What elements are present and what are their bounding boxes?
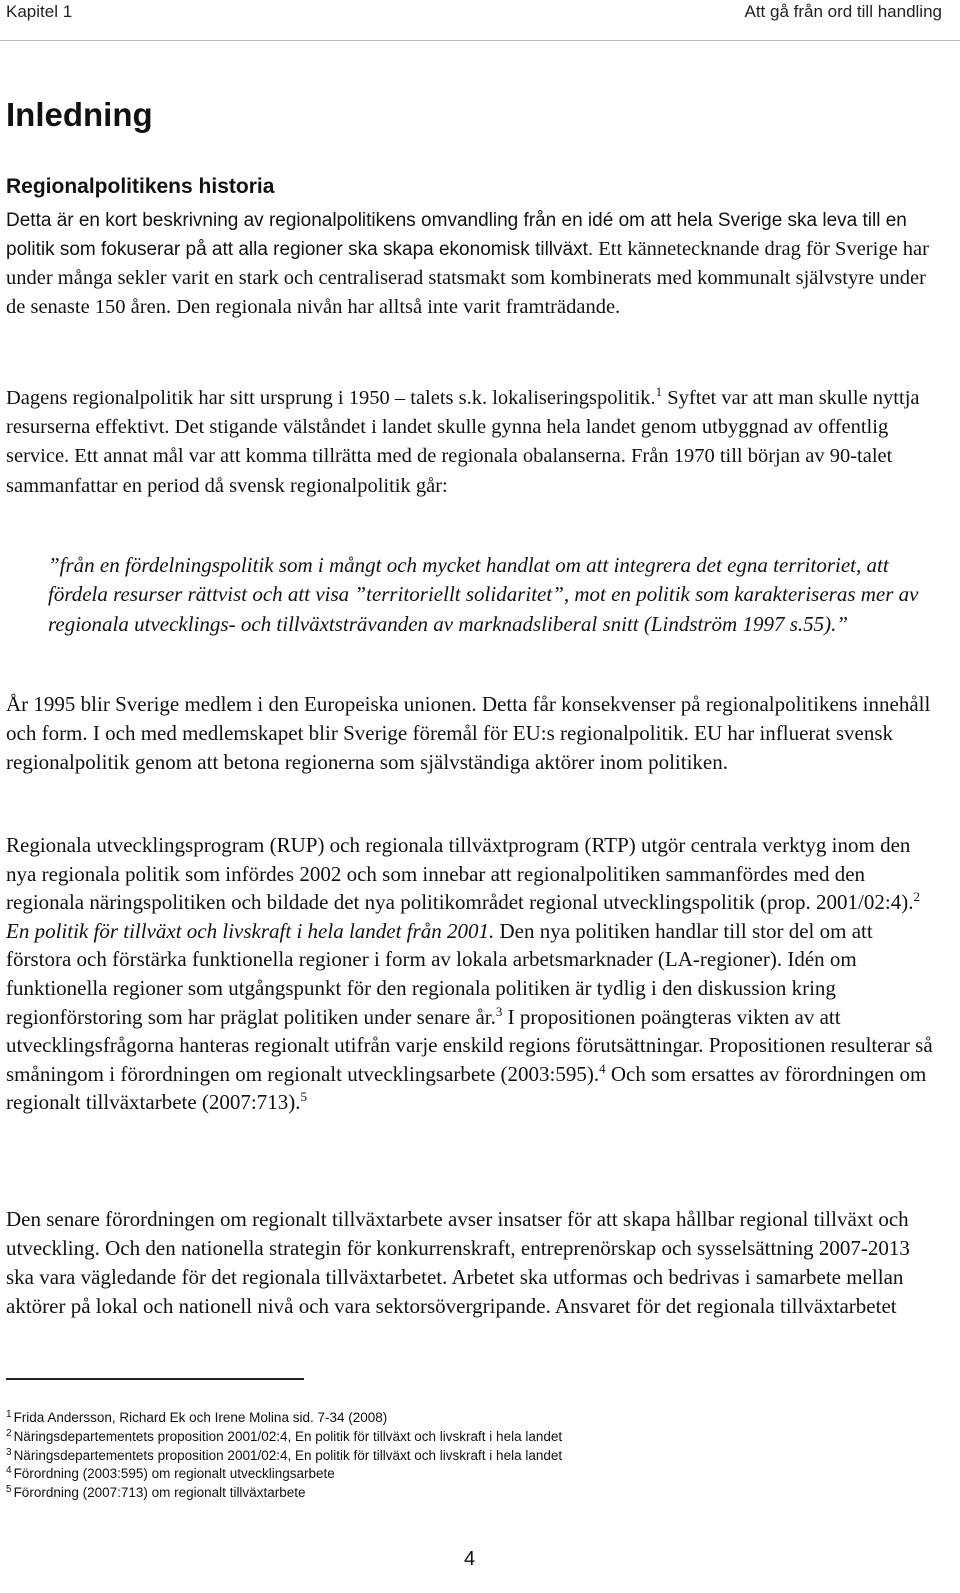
paragraph-origin-text-a: Dagens regionalpolitik har sitt ursprung i 1950 – talets s.k. lokaliseringspolitik.	[6, 387, 656, 409]
block-quote: ”från en fördelningspolitik som i mångt och mycket handlat om att integrera det egna territoriet, att fördela resurser rättvist och att visa ”territoriellt solidaritet”, mot en politik som karakteriseras mer av regionala utvecklings- och tillväxtsträvanden av marknadsliberal snitt (Lindström 1997 s.55).”	[48, 553, 919, 636]
footnote-ref-3[interactable]: 3	[495, 1003, 503, 1019]
footnote-number: 2	[6, 1427, 12, 1439]
footnote-text: Förordning (2007:713) om regionalt tillväxtarbete	[13, 1485, 306, 1501]
footnotes	[6, 1410, 936, 1504]
footnote-item	[6, 1429, 936, 1448]
paragraph-eu: År 1995 blir Sverige medlem i den Europeiska unionen. Detta får konsekvenser på regionalpolitikens innehåll och form. I och med medlemskapet blir Sverige föremål för EU:s regionalpolitik. EU har influerat svensk regionalpolitik genom att betona regionerna som självständiga aktörer inom politiken.	[6, 692, 931, 775]
paragraph-rup-text-a: Regionala utvecklingsprogram (RUP) och regionala tillväxtprogram (RTP) utgör centrala verktyg inom den nya regionala politik som infördes 2002 och som innebar att regionalpolitiken sammanfördes med den regionala näringspolitiken och bildade det nya politikområdet regional utvecklingspolitik (prop. 2001/02:4).	[6, 833, 914, 915]
footnote-text: Frida Andersson, Richard Ek och Irene Molina sid. 7-34 (2008)	[13, 1410, 388, 1425]
footnote-text: Förordning (2003:595) om regionalt utvecklingsarbete	[13, 1466, 335, 1482]
page-number: 4	[464, 1548, 476, 1570]
intro-serif-text: Ett kännetecknande drag för Sverige har under många sekler varit en stark och centraliserad statsmakt som kombinerats med kommunalt självstyre under de senaste 150 åren. Den regionala nivån har alltså inte varit framträdande.	[6, 238, 929, 318]
footnote-number: 3	[6, 1446, 12, 1458]
paragraph-rup-text-b: Den nya politiken handlar till stor del om att förstora och förstärka funktionella regioner i form av lokala arbetsmarknader (LA-regioner). Idén om funktionella regioner som utgångspunkt för den regionala politiken är tydlig i den diskussion kring regionförstoring som har präglat politiken under senare år.	[6, 918, 873, 1029]
footnote-ref-2[interactable]: 2	[913, 889, 920, 905]
paragraph-rup	[6, 831, 936, 1117]
paragraph-rup-text-d: Och som ersattes av förordningen om regionalt tillväxtarbete (2007:713).	[6, 1061, 927, 1115]
header-divider	[0, 40, 960, 41]
running-header-title: Att gå från ord till handling	[744, 2, 942, 21]
section-title: Regionalpolitikens historia	[6, 175, 275, 198]
footnote-number: 4	[6, 1465, 12, 1477]
footnote-item	[6, 1485, 936, 1504]
footnote-divider	[6, 1378, 304, 1380]
intro-paragraph	[6, 206, 936, 322]
paragraph-origin-text-b: Syftet var att man skulle nyttja resurserna effektivt. Det stigande välståndet i landet skulle gynna hela landet genom utbyggnad av offentlig service. Ett annat mål var att komma tillrätta med de regionala obalanserna. Från 1970 till början av 90-talet sammanfattar en period då svensk regionalpolitik går:	[6, 387, 920, 497]
footnote-ref-1[interactable]: 1	[655, 384, 663, 400]
paragraph-rup-italic-title: En politik för tillväxt och livskraft i hela landet från 2001.	[6, 918, 495, 943]
paragraph-ordinance: Den senare förordningen om regionalt tillväxtarbete avser insatser för att skapa hållbar regional tillväxt och utveckling. Och den nationella strategin för konkurrenskraft, entreprenörskap och sysselsättning 2007-2013 ska vara vägledande för det regionala tillväxtarbetet. Arbetet ska utformas och bedrivas i samarbete mellan aktörer på lokal och nationell nivå och vara sektorsövergripande. Ansvaret för det regionala tillväxtarbetet	[6, 1207, 910, 1318]
footnote-number: 5	[6, 1484, 12, 1496]
footnote-text: Näringsdepartementets proposition 2001/02:4, En politik för tillväxt och livskraft i hela landet	[13, 1428, 563, 1444]
intro-sans-text: Detta är en kort beskrivning av regionalpolitikens omvandling från en idé om att hela Sverige ska leva till en politik som fokuserar på att alla regioner ska skapa ekonomisk tillväxt.	[6, 210, 907, 260]
footnote-text: Näringsdepartementets proposition 2001/02:4, En politik för tillväxt och livskraft i hela landet	[13, 1447, 563, 1463]
footnote-item	[6, 1466, 936, 1485]
paragraph-origin	[6, 384, 936, 501]
footnote-ref-5[interactable]: 5	[300, 1089, 307, 1105]
footnote-item	[6, 1410, 936, 1429]
running-header-chapter: Kapitel 1	[6, 2, 73, 21]
footnote-item	[6, 1448, 936, 1467]
paragraph-rup-text-c: I propositionen poängteras vikten av att utvecklingsfrågorna hanteras regionalt utifrån varje enskild regions förutsättningar. Propositionen resulterar så småningom i förordningen om regionalt utvecklingsarbete (2003:595).	[6, 1004, 933, 1086]
footnote-ref-4[interactable]: 4	[599, 1060, 606, 1076]
footnote-number: 1	[6, 1409, 12, 1420]
page-title: Inledning	[6, 96, 153, 133]
